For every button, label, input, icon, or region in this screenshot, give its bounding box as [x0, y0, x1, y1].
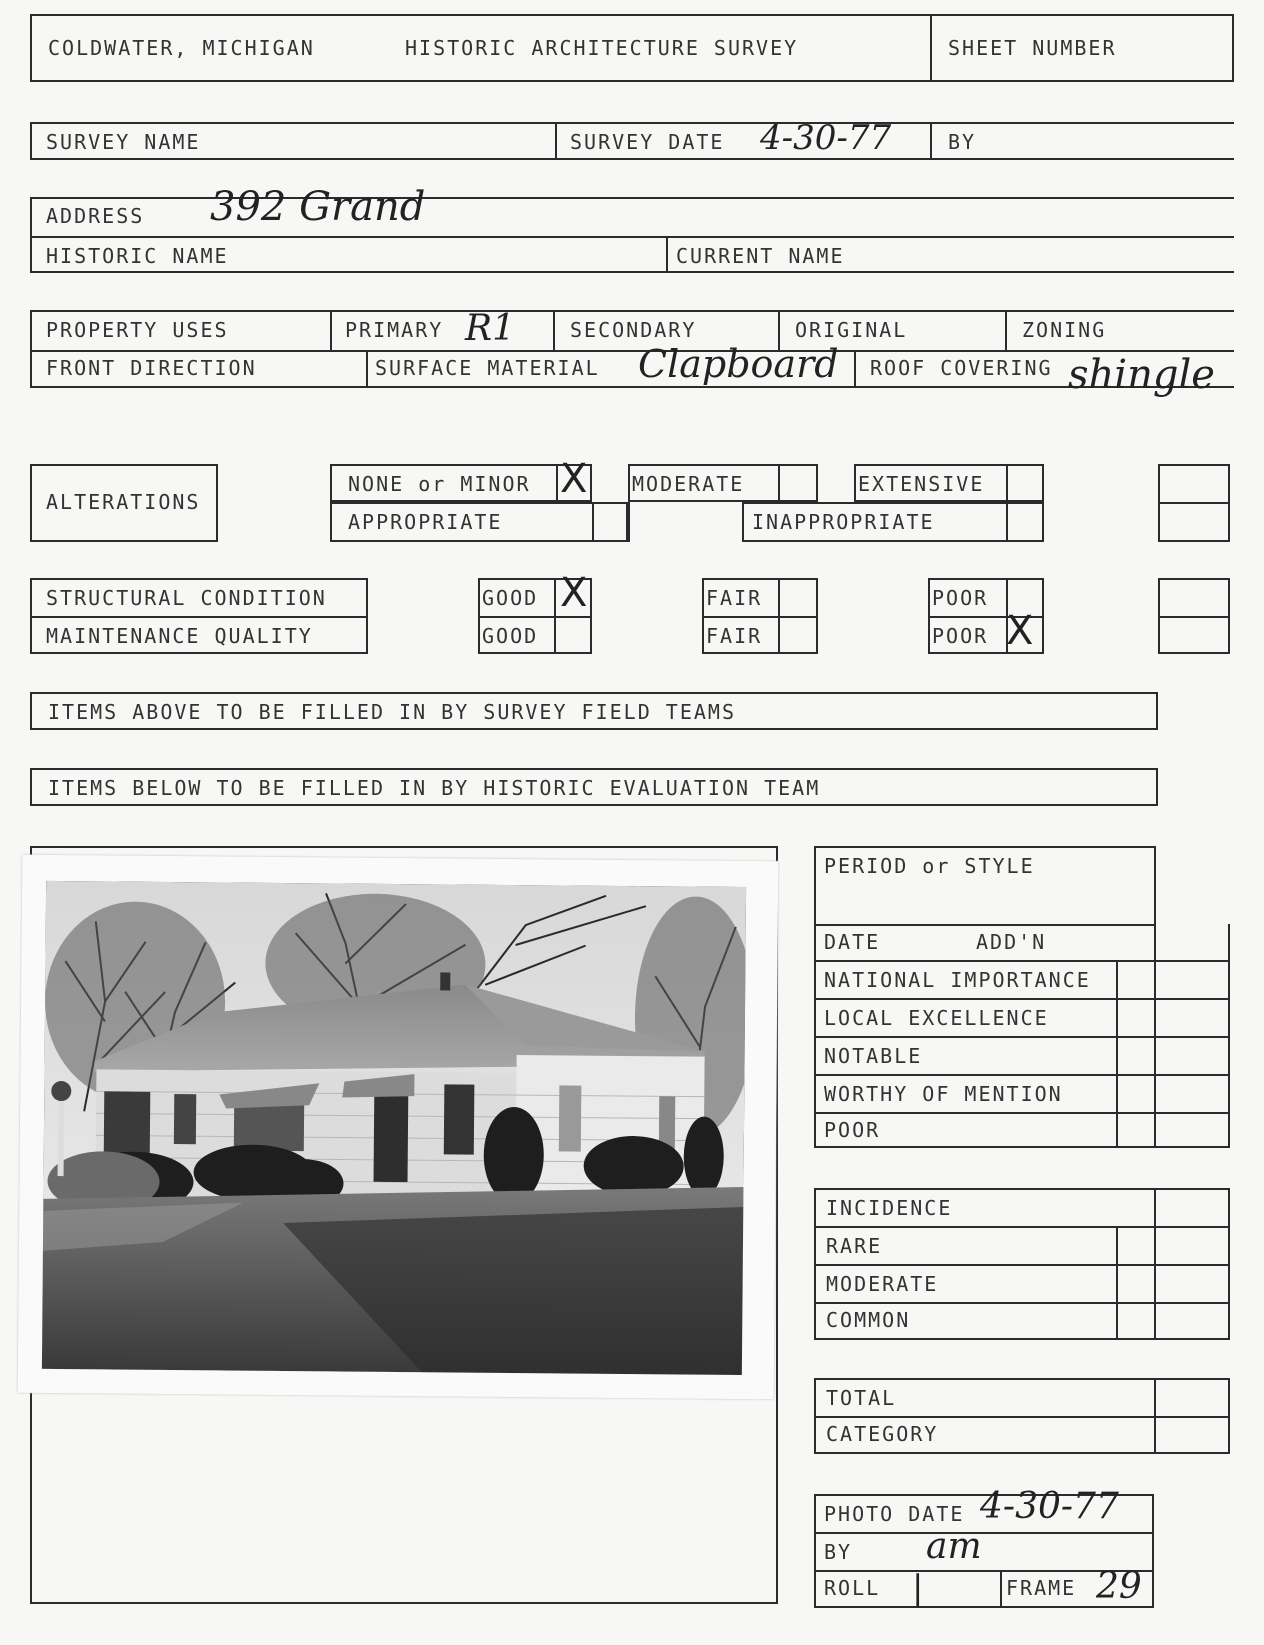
surface-material-label: SURFACE MATERIAL: [375, 356, 600, 380]
address-value: 392 Grand: [210, 184, 426, 230]
incidence-col-1: [1116, 1226, 1118, 1340]
condition-label-line: [30, 616, 368, 618]
secondary-label: SECONDARY: [570, 318, 697, 342]
photo-date-value: 4-30-77: [980, 1486, 1119, 1527]
property-div-4: [1005, 310, 1007, 350]
property-div-6: [854, 350, 856, 388]
fair-structural-label: FAIR: [706, 586, 763, 610]
house-photo-image: [42, 881, 746, 1375]
incidence-moderate-label: MODERATE: [826, 1272, 939, 1296]
current-name-label: CURRENT NAME: [676, 244, 845, 268]
alterations-label: ALTERATIONS: [46, 490, 201, 514]
extensive-label: EXTENSIVE: [858, 472, 985, 496]
incidence-label: INCIDENCE: [826, 1196, 953, 1220]
zoning-label: ZONING: [1022, 318, 1107, 342]
survey-date-label: SURVEY DATE: [570, 130, 725, 154]
photo-date-label: PHOTO DATE: [824, 1502, 965, 1526]
photo-by-label: BY: [824, 1540, 853, 1564]
incidence-row-1: [814, 1226, 1230, 1228]
field-teams-note: ITEMS ABOVE TO BE FILLED IN BY SURVEY FIELD TEAMS: [48, 700, 737, 724]
fair-maintenance-label: FAIR: [706, 624, 763, 648]
condition-score-line: [1158, 616, 1230, 618]
property-row-line: [30, 350, 1234, 352]
frame-label: FRAME: [1006, 1576, 1077, 1600]
photo-info-row-1: [814, 1532, 1154, 1534]
property-div-1: [330, 310, 332, 350]
roll-value: |: [912, 1568, 924, 1608]
good-maintenance-label: GOOD: [482, 624, 539, 648]
moderate-label: MODERATE: [632, 472, 745, 496]
good-check-div: [554, 578, 556, 654]
national-importance-label: NATIONAL IMPORTANCE: [824, 968, 1091, 992]
worthy-of-mention-label: WORTHY OF MENTION: [824, 1082, 1063, 1106]
maintenance-poor-mark: X: [1006, 608, 1034, 654]
appropriate-label: APPROPRIATE: [348, 510, 503, 534]
eval-row-2: [814, 998, 1230, 1000]
property-div-5: [366, 350, 368, 388]
survey-name-label: SURVEY NAME: [46, 130, 201, 154]
roll-label: ROLL: [824, 1576, 881, 1600]
structural-good-mark: X: [560, 570, 588, 616]
incidence-row-2: [814, 1264, 1230, 1266]
fair-check-div: [778, 578, 780, 654]
good-line: [478, 616, 592, 618]
eval-row-5: [814, 1112, 1230, 1114]
category-label: CATEGORY: [826, 1422, 939, 1446]
total-label: TOTAL: [826, 1386, 897, 1410]
eval-col-1: [1116, 960, 1118, 1148]
poor-structural-label: POOR: [932, 586, 989, 610]
survey-divider-1: [555, 122, 557, 160]
surface-material-value: Clapboard: [638, 342, 839, 386]
structural-condition-label: STRUCTURAL CONDITION: [46, 586, 327, 610]
local-excellence-label: LOCAL EXCELLENCE: [824, 1006, 1049, 1030]
rare-label: RARE: [826, 1234, 883, 1258]
eval-row-1: [814, 960, 1230, 962]
property-div-2: [553, 310, 555, 350]
photo-card: [18, 855, 779, 1400]
good-structural-label: GOOD: [482, 586, 539, 610]
none-minor-check-div: [556, 464, 558, 502]
period-style-label: PERIOD or STYLE: [824, 854, 1035, 878]
property-uses-label: PROPERTY USES: [46, 318, 229, 342]
photo-by-value: am: [926, 1526, 982, 1567]
frame-value: 29: [1096, 1566, 1142, 1607]
moderate-check-div: [778, 464, 780, 502]
survey-date-value: 4-30-77: [760, 118, 892, 158]
none-minor-label: NONE or MINOR: [348, 472, 531, 496]
address-label: ADDRESS: [46, 204, 145, 228]
primary-label: PRIMARY: [345, 318, 444, 342]
evaluation-team-note: ITEMS BELOW TO BE FILLED IN BY HISTORIC EVALUATION TEAM: [48, 776, 821, 800]
evaluation-team-end: [1156, 768, 1158, 806]
none-minor-mark: X: [560, 456, 588, 502]
date-label: DATE: [824, 930, 881, 954]
moderate-left-extend: [628, 502, 630, 542]
address-row-line: [30, 236, 1234, 238]
address-name-divider: [666, 236, 668, 273]
city-label: COLDWATER, MICHIGAN: [48, 36, 315, 60]
house-photo: [42, 881, 746, 1375]
sheet-number-label: SHEET NUMBER: [948, 36, 1117, 60]
eval-row-3: [814, 1036, 1230, 1038]
notable-label: NOTABLE: [824, 1044, 923, 1068]
survey-divider-2: [930, 122, 932, 160]
addn-label: ADD'N: [976, 930, 1047, 954]
appropriate-check-div: [592, 502, 594, 542]
survey-title: HISTORIC ARCHITECTURE SURVEY: [405, 36, 799, 60]
inappropriate-label: INAPPROPRIATE: [752, 510, 935, 534]
survey-by-label: BY: [948, 130, 977, 154]
historic-name-label: HISTORIC NAME: [46, 244, 229, 268]
original-label: ORIGINAL: [795, 318, 908, 342]
maintenance-quality-label: MAINTENANCE QUALITY: [46, 624, 313, 648]
header-divider: [930, 14, 932, 82]
roof-covering-label: ROOF COVERING: [870, 356, 1053, 380]
incidence-row-3: [814, 1302, 1230, 1304]
photo-info-frame-div: [1000, 1570, 1002, 1608]
front-direction-label: FRONT DIRECTION: [46, 356, 257, 380]
poor-maintenance-label: POOR: [932, 624, 989, 648]
alterations-score-line: [1158, 502, 1230, 504]
roof-covering-value: shingle: [1068, 352, 1215, 398]
fair-line: [702, 616, 818, 618]
poor-eval-label: POOR: [824, 1118, 881, 1142]
common-label: COMMON: [826, 1308, 911, 1332]
eval-row-4: [814, 1074, 1230, 1076]
primary-value: R1: [465, 308, 516, 349]
totals-row: [814, 1416, 1230, 1418]
